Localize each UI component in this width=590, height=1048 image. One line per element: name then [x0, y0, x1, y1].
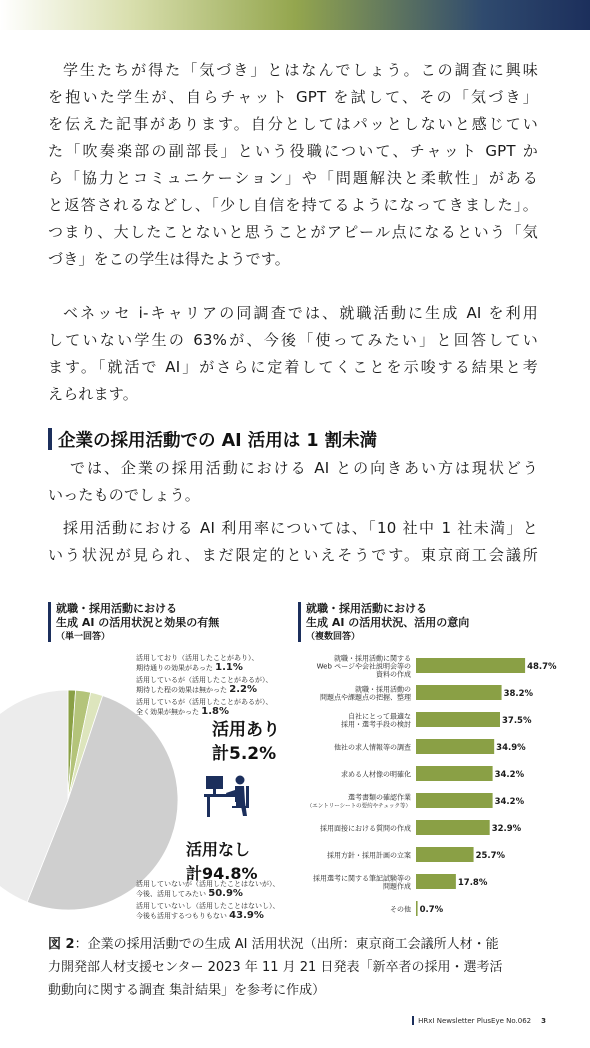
bar-category-label: 他社の求人情報等の調査 [334, 743, 411, 752]
bar-8 [416, 874, 456, 889]
bar-9 [416, 901, 418, 916]
bar-1 [416, 685, 502, 700]
heading-accent-bar [48, 428, 52, 450]
bar-value-label: 0.7% [419, 905, 444, 915]
bar-category-label: 選考書類の確認作業 [348, 793, 411, 802]
text-line: た「吹奏楽部の副部長」という役職について、チャット GPT か [48, 142, 538, 160]
bar-chart [298, 650, 557, 930]
bar-value-label: 38.2% [503, 689, 534, 699]
slice-value: 43.9% [229, 910, 264, 921]
paragraph-3 [48, 455, 538, 509]
caption-label: 図 2 [48, 937, 75, 952]
pie-slice-label [136, 902, 280, 921]
slice-value: 1.1% [215, 662, 243, 673]
bar-6 [416, 820, 490, 835]
slice-label-line: 活用しているが（活用したことがあるが）、 [136, 698, 273, 706]
bar-title-line: 生成 AI の活用状況、活用の意向 [306, 616, 470, 629]
bar-value-label: 32.9% [491, 824, 522, 834]
text-line: 学生たちが得た「気づき」とはなんでしょう。この調査に興味 [63, 61, 538, 79]
slice-value: 2.2% [229, 684, 257, 695]
bar-category-label: 採用方針・採用計画の立案 [327, 851, 411, 860]
text-line: いったものでしょう。 [48, 486, 201, 504]
pie-slice-label [136, 676, 273, 695]
text-line: していない学生の 63%が、今後「使ってみたい」と回答してい [48, 331, 538, 349]
bar-value-label: 17.8% [457, 878, 488, 888]
page-footer [412, 1016, 546, 1025]
bar-value-label: 34.2% [494, 797, 525, 807]
unused-total [186, 838, 258, 886]
bar-chart-title [306, 602, 469, 644]
footer-text: HRxI Newsletter PlusEye No.062 [418, 1016, 532, 1025]
bar-value-label: 48.7% [527, 662, 557, 672]
text-line: ます。「就活で AI」がさらに定着してくことを示唆する結果と考 [48, 358, 538, 376]
text-line: を抱いた学生が、自らチャット GPT を試して、その「気づき」 [48, 88, 538, 106]
slice-label-line [136, 707, 273, 717]
slice-label-text: 今後も活用するつもりもない [136, 912, 227, 920]
pie-slice-label [136, 654, 259, 673]
caption-line: 力開発部人材支援センター 2023 年 11 月 21 日発表「新卒者の採用・選考活 [48, 960, 503, 975]
pie-title-line: 生成 AI の活用状況と効果の有無 [56, 616, 220, 629]
slice-value: 50.9% [208, 888, 243, 899]
unused-total-label: 活用なし [186, 840, 251, 859]
bar-0 [416, 658, 525, 673]
bar-category-label: 求める人材像の明確化 [341, 770, 411, 779]
bar-2 [416, 712, 500, 727]
bar-category-label: 採用・選考手段の検討 [341, 720, 411, 729]
text-line: と返答されるなどし、「少し自信を持てるようになってきました」。 [48, 196, 538, 214]
slice-label-line [136, 663, 259, 673]
bar-category-label: 採用面接における質問の作成 [320, 824, 411, 833]
pie-slice-label [136, 698, 273, 717]
bar-category-label: 就職・採用活動の [355, 685, 411, 694]
slice-label-line [136, 889, 280, 899]
caption-line [48, 933, 543, 956]
bar-subtitle: （複数回答） [306, 632, 361, 642]
paragraph-4 [48, 515, 538, 569]
bar-category-label: 問題作成 [383, 882, 411, 891]
slice-label-line: 活用しているが（活用したことがあるが）、 [136, 676, 273, 684]
slice-label-text: 全く効果が無かった [136, 708, 199, 716]
text-line: では、企業の採用活動における AI との向きあい方は現状どう [70, 459, 538, 477]
bar-title-line: 就職・採用活動における [306, 602, 427, 615]
slice-label-line [136, 685, 273, 695]
bar-5 [416, 793, 493, 808]
bar-category-label: その他 [390, 905, 411, 914]
unused-total-value: 計94.8% [186, 864, 258, 883]
bar-category-label: 資料の作成 [376, 670, 411, 679]
section-heading-text: 企業の採用活動での AI 活用は 1 割未満 [58, 430, 378, 451]
bar-value-label: 34.9% [496, 743, 526, 753]
caption-text: ：企業の採用活動での生成 AI 活用状況（出所：東京商工会議所人材・能 [74, 937, 499, 952]
bar-category-label: Web ページや会社説明会等の [316, 662, 411, 671]
bar-category-label: （エントリーシートの要約やチェック等） [306, 803, 411, 810]
text-line: えられます。 [48, 385, 139, 403]
paragraph-1 [48, 57, 538, 273]
chart-title-accent [298, 602, 301, 642]
page-number: 3 [541, 1016, 546, 1025]
section-heading [48, 427, 377, 451]
used-total [212, 718, 280, 766]
bar-category-label: 就職・採用活動に関する [334, 654, 411, 663]
bar-4 [416, 766, 493, 781]
used-total-value: 計5.2% [212, 744, 277, 764]
text-line: づき」をこの学生は得たようです。 [48, 250, 291, 268]
desk-worker-icon [204, 772, 254, 820]
pie-subtitle: （単一回答） [56, 632, 111, 642]
bar-value-label: 34.2% [494, 770, 525, 780]
text-line: つまり、大したことないと思うことがアピール点になるという「気 [48, 223, 538, 241]
bar-category-label: 自社にとって最適な [348, 712, 411, 721]
bar-category-label: 問題点や課題点の把握、整理 [320, 693, 411, 702]
footer-accent-mark [412, 1016, 414, 1025]
bar-value-label: 37.5% [502, 716, 532, 726]
slice-value: 1.8% [201, 706, 229, 717]
pie-title-line: 就職・採用活動における [56, 602, 177, 615]
slice-label-text: 期待した程の効果は無かった [136, 686, 227, 694]
figure-2 [48, 600, 557, 930]
header-gradient-bar [0, 0, 590, 30]
bar-3 [416, 739, 494, 754]
bar-value-label: 25.7% [475, 851, 506, 861]
bar-7 [416, 847, 474, 862]
slice-label-text: 期待通りの効果があった [136, 664, 213, 672]
pie-slice-label [136, 880, 280, 899]
text-line: ベネッセ i-キャリアの同調査では、就職活動に生成 AI を利用 [63, 304, 538, 322]
slice-label-line: 活用していないが（活用したことはないが）、 [136, 880, 280, 888]
slice-label-line: 活用していないし（活用したことはないし）、 [136, 902, 280, 910]
bar-category-label: 採用選考に関する筆記試験等の [313, 874, 411, 883]
text-line: ら「協力とコミュニケーション」や「問題解決と柔軟性」がある [48, 169, 538, 187]
slice-label-line: 活用しており（活用したことがあり）、 [136, 654, 259, 662]
text-line: 採用活動における AI 利用率については、「10 社中 1 社未満」と [63, 519, 538, 537]
paragraph-2 [48, 300, 538, 408]
text-line: を伝えた記事があります。自分としてはパッとしないと感じてい [48, 115, 538, 133]
slice-label-line [136, 911, 280, 921]
slice-label-text: 今後、活用してみたい [136, 890, 206, 898]
text-line: いう状況が見られ、まだ限定的といえそうです。東京商工会議所 [48, 546, 538, 564]
caption-line: 動動向に関する調査 集計結果」を参考に作成） [48, 983, 326, 998]
used-total-label: 活用あり [212, 720, 280, 740]
figure-caption [48, 933, 543, 1002]
